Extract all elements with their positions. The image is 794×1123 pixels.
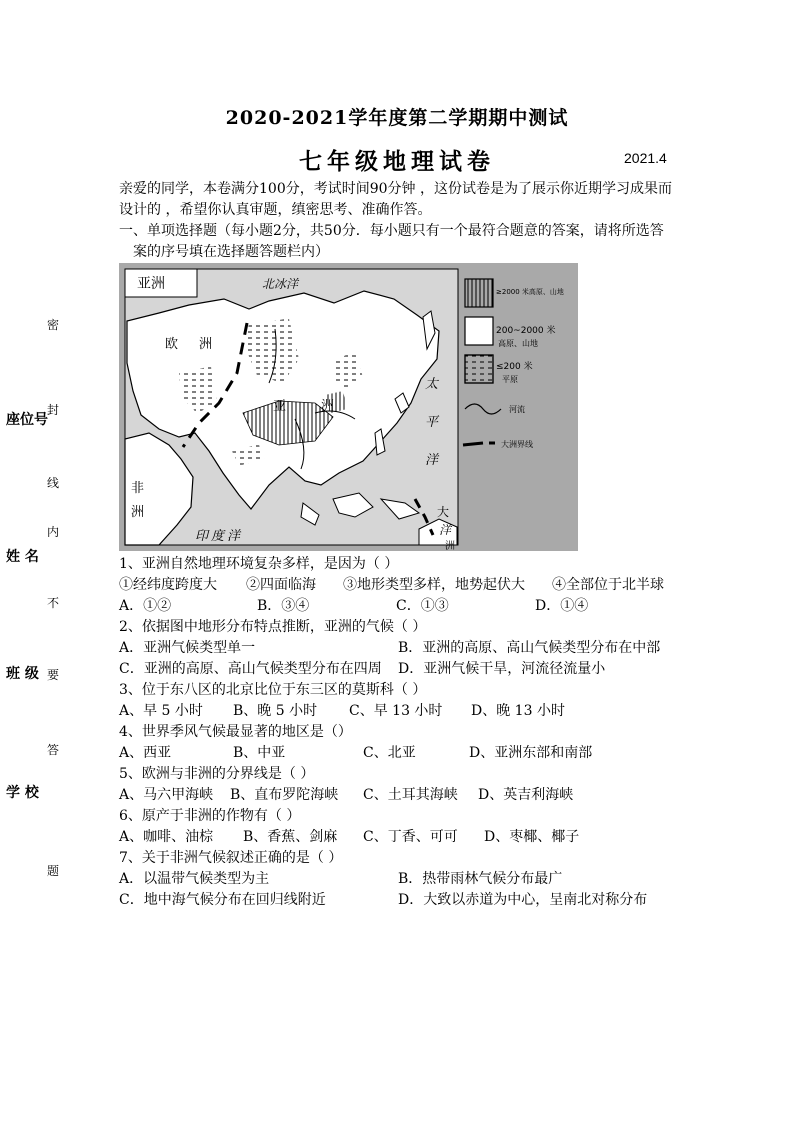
question-1-option-c[interactable]: C．①③ — [396, 598, 449, 614]
seal-char: 线 — [47, 476, 60, 490]
pacific-label-3: 洋 — [425, 453, 439, 468]
africa-label-2: 洲 — [131, 505, 145, 520]
question-1-option-a[interactable]: A．①② — [119, 598, 172, 614]
exam-title: 2020-2021学年度第二学期期中测试 — [225, 107, 569, 129]
seat-number-label: 座位号 — [6, 412, 48, 428]
question-5-option-c[interactable]: C、土耳其海峡 — [363, 787, 458, 803]
section-heading-line-1: 一、单项选择题（每小题2分，共50分．每小题只有一个最符合题意的答案，请将所选答 — [119, 223, 664, 239]
school-label: 学 校 — [6, 785, 39, 801]
question-3-option-d[interactable]: D、晚 13 小时 — [471, 703, 565, 719]
class-label: 班 级 — [6, 666, 39, 682]
intro-line-1: 亲爱的同学，本卷满分100分，考试时间90分钟 ，这份试卷是为了展示你近期学习成果而 — [119, 181, 672, 197]
question-6-option-b[interactable]: B、香蕉、剑麻 — [243, 829, 338, 845]
question-4-option-b[interactable]: B、中亚 — [233, 745, 286, 761]
question-5-stem: 5、欧洲与非洲的分界线是（ ） — [119, 766, 315, 782]
asia-terrain-map — [119, 263, 578, 551]
legend-boundary-label: 大洲界线 — [501, 440, 533, 449]
question-2-option-c[interactable]: C．亚洲的高原、高山气候类型分布在四周 — [119, 661, 382, 677]
question-4-option-c[interactable]: C、北亚 — [363, 745, 416, 761]
section-heading-line-2: 案的序号填在选择题答题栏内） — [133, 244, 329, 260]
asia-label-2: 洲 — [321, 399, 335, 414]
legend-low-label-2: 平原 — [502, 375, 518, 384]
oceania-label-3: 洲 — [445, 541, 455, 552]
question-2-option-a[interactable]: A．亚洲气候类型单一 — [119, 640, 256, 656]
indian-ocean-label: 印度洋 — [195, 529, 244, 544]
question-7-option-b[interactable]: B．热带雨林气候分布最广 — [398, 871, 563, 887]
question-4-option-d[interactable]: D、亚洲东部和南部 — [469, 745, 593, 761]
seal-char: 封 — [47, 403, 60, 417]
map-title: 亚洲 — [137, 276, 165, 292]
question-1-option-d[interactable]: D．①④ — [535, 598, 589, 614]
seal-char: 答 — [47, 743, 60, 757]
question-1-statement-4: ④全部位于北半球 — [552, 577, 664, 593]
legend-mid-label-1: 200~2000 米 — [496, 326, 556, 336]
africa-label-1: 非 — [131, 481, 145, 496]
exam-subtitle: 七年级地理试卷 — [299, 148, 495, 175]
question-3-option-c[interactable]: C、早 13 小时 — [349, 703, 443, 719]
pacific-label-1: 太 — [425, 377, 439, 392]
oceania-label-2: 洋 — [439, 523, 452, 537]
question-6-stem: 6、原产于非洲的作物有（ ） — [119, 808, 301, 824]
question-6-option-d[interactable]: D、枣椰、椰子 — [484, 829, 580, 845]
question-3-stem: 3、位于东八区的北京比位于东三区的莫斯科（ ） — [119, 682, 427, 698]
europe-label-1: 欧 — [165, 337, 179, 352]
question-4-option-a[interactable]: A、西亚 — [119, 745, 172, 761]
arctic-ocean-label: 北冰洋 — [262, 277, 299, 291]
legend-mid-label-2: 高原、山地 — [498, 339, 538, 348]
legend-high-label: ≥2000 米高原、山地 — [496, 288, 564, 296]
question-2-stem: 2、依据图中地形分布特点推断，亚洲的气候（ ） — [119, 619, 427, 635]
oceania-label-1: 大 — [437, 505, 450, 519]
question-3-option-b[interactable]: B、晚 5 小时 — [233, 703, 318, 719]
question-1-statement-2: ②四面临海 — [246, 577, 316, 593]
question-1-option-b[interactable]: B．③④ — [257, 598, 310, 614]
question-1-statement-3: ③地形类型多样，地势起伏大 — [343, 577, 525, 593]
question-3-option-a[interactable]: A、早 5 小时 — [119, 703, 203, 719]
question-5-option-d[interactable]: D、英吉利海峡 — [478, 787, 574, 803]
question-2-option-d[interactable]: D．亚洲气候干旱，河流径流量小 — [398, 661, 606, 677]
question-7-option-d[interactable]: D．大致以赤道为中心，呈南北对称分布 — [398, 892, 648, 908]
question-1-stem: 1、亚洲自然地理环境复杂多样，是因为（ ） — [119, 556, 399, 572]
pacific-label-2: 平 — [425, 415, 439, 430]
question-4-stem: 4、世界季风气候最显著的地区是（） — [119, 724, 352, 740]
seal-char: 题 — [47, 864, 60, 878]
asia-label-1: 亚 — [273, 399, 287, 414]
seal-char: 内 — [47, 525, 60, 539]
seal-char: 要 — [47, 668, 60, 682]
question-1-statement-1: ①经纬度跨度大 — [119, 577, 217, 593]
question-7-option-a[interactable]: A．以温带气候类型为主 — [119, 871, 270, 887]
seal-char: 密 — [47, 318, 60, 332]
question-5-option-b[interactable]: B、直布罗陀海峡 — [230, 787, 339, 803]
europe-label-2: 洲 — [199, 337, 213, 352]
question-6-option-c[interactable]: C、丁香、可可 — [363, 829, 458, 845]
legend-low-label-1: ≤200 米 — [496, 362, 533, 372]
intro-line-2: 设计的 ，希望你认真审题，缜密思考、准确作答。 — [119, 202, 432, 218]
question-2-option-b[interactable]: B．亚洲的高原、高山气候类型分布在中部 — [398, 640, 661, 656]
question-7-option-c[interactable]: C．地中海气候分布在回归线附近 — [119, 892, 326, 908]
question-7-stem: 7、关于非洲气候叙述正确的是（ ） — [119, 850, 343, 866]
name-label: 姓 名 — [6, 549, 39, 565]
question-6-option-a[interactable]: A、咖啡、油棕 — [119, 829, 214, 845]
seal-char: 不 — [47, 596, 60, 610]
question-5-option-a[interactable]: A、马六甲海峡 — [119, 787, 214, 803]
legend-river-label: 河流 — [509, 405, 525, 414]
exam-date: 2021.4 — [624, 150, 667, 166]
